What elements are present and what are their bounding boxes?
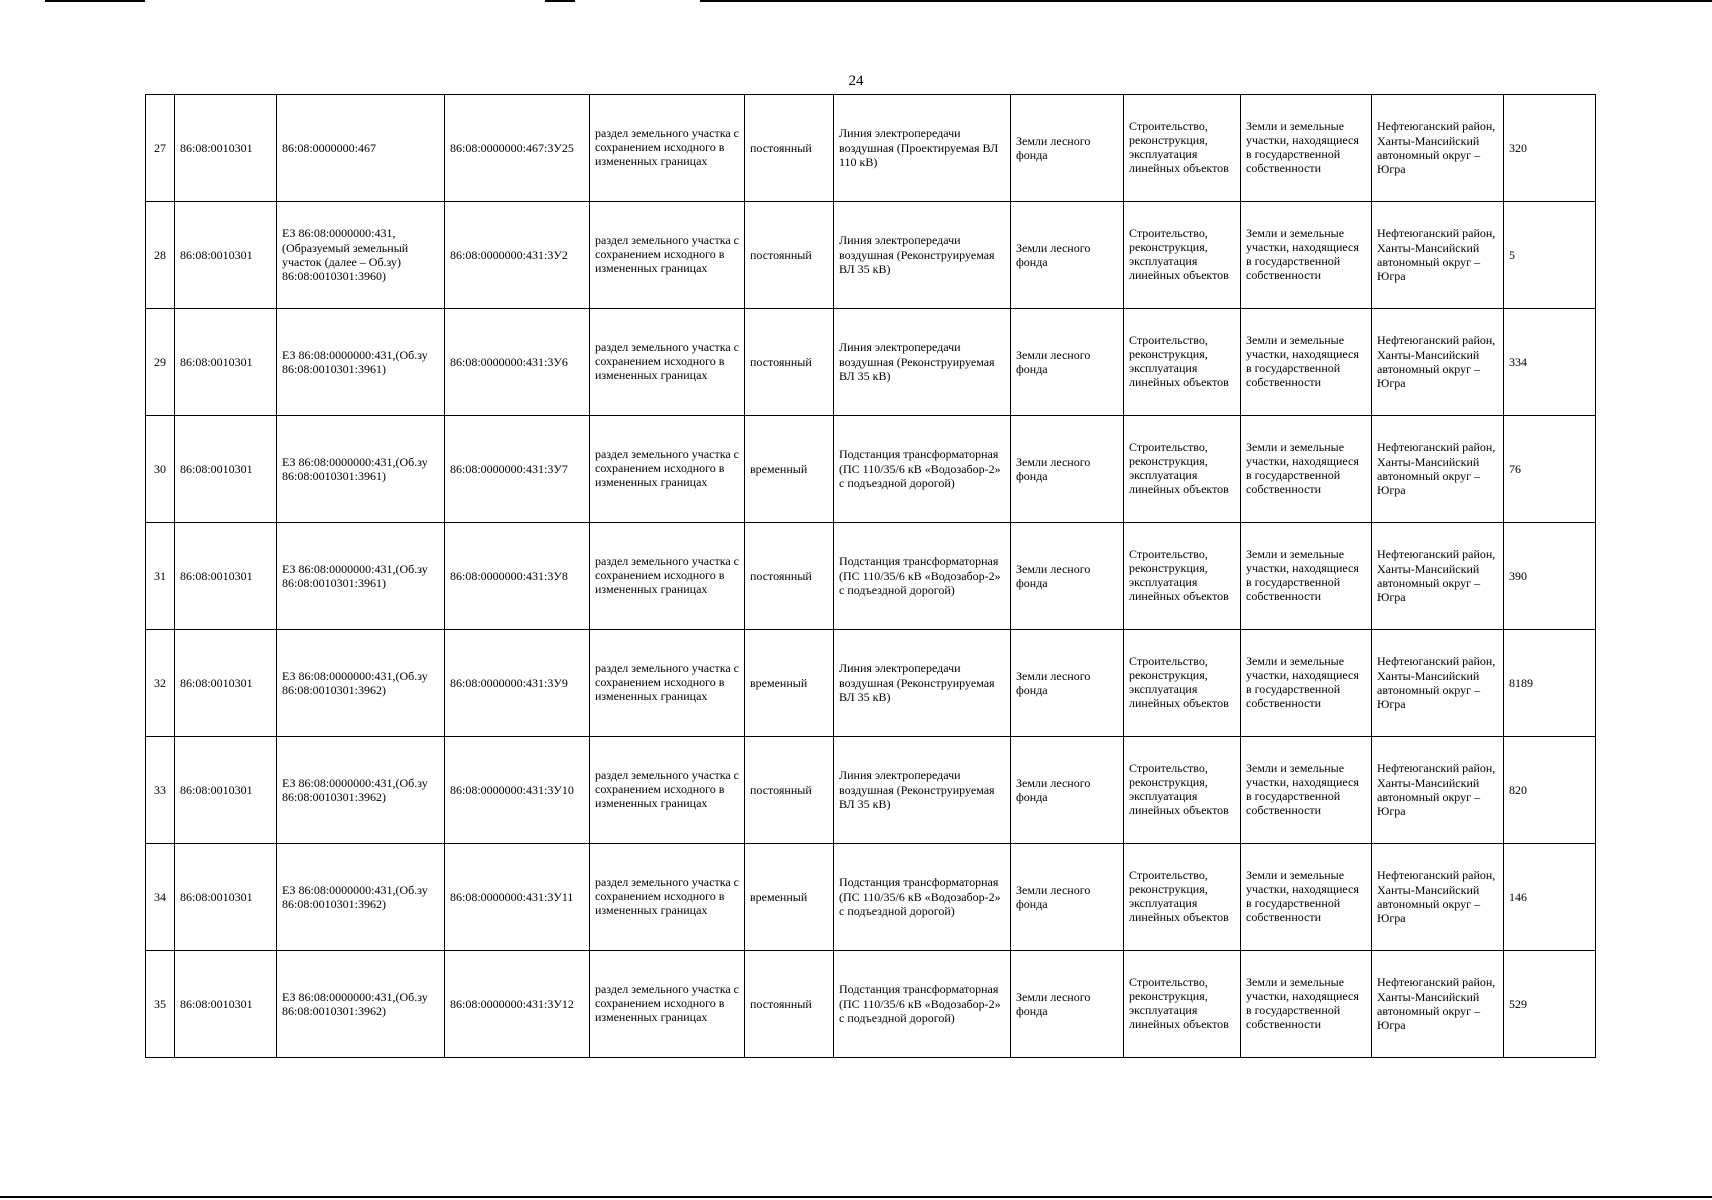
table-row [146,844,1596,951]
cell-land-category: Земли лесного фонда [1011,951,1124,1058]
cell-object-name: Линия электропередачи воздушная (Реконструируемая ВЛ 35 кВ) [834,630,1011,737]
table-row [146,630,1596,737]
cell-object-name: Линия электропередачи воздушная (Реконструируемая ВЛ 35 кВ) [834,309,1011,416]
cell-location: Нефтеюганский район, Ханты-Мансийский автономный округ – Югра [1372,523,1504,630]
cell-land-category: Земли лесного фонда [1011,202,1124,309]
cell-ownership-type: Земли и земельные участки, находящиеся в государственной собственности [1241,202,1372,309]
cell-source-parcel: ЕЗ 86:08:0000000:431,(Об.зу 86:08:0010301:3962) [277,844,445,951]
cell-land-category: Земли лесного фонда [1011,844,1124,951]
cell-row-number: 29 [146,309,175,416]
cell-location: Нефтеюганский район, Ханты-Мансийский автономный округ – Югра [1372,737,1504,844]
cell-object-name: Линия электропередачи воздушная (Реконструируемая ВЛ 35 кВ) [834,202,1011,309]
cell-object-name: Линия электропередачи воздушная (Проектируемая ВЛ 110 кВ) [834,95,1011,202]
cell-location: Нефтеюганский район, Ханты-Мансийский автономный округ – Югра [1372,630,1504,737]
cell-permitted-use: Строительство, реконструкция, эксплуатация линейных объектов [1124,844,1241,951]
table-row [146,951,1596,1058]
cell-permitted-use: Строительство, реконструкция, эксплуатация линейных объектов [1124,737,1241,844]
table-row [146,309,1596,416]
scan-artifact-top-left [45,0,145,2]
cell-source-parcel: ЕЗ 86:08:0000000:431,(Об.зу 86:08:0010301:3962) [277,737,445,844]
cell-land-category: Земли лесного фонда [1011,95,1124,202]
cell-use-term: постоянный [745,523,834,630]
cell-land-category: Земли лесного фонда [1011,630,1124,737]
cell-parcel-part-number: 86:08:0000000:431:3У8 [445,523,590,630]
cell-use-term: постоянный [745,951,834,1058]
cell-ownership-type: Земли и земельные участки, находящиеся в государственной собственности [1241,844,1372,951]
cell-use-term: временный [745,416,834,523]
cell-parcel-part-number: 86:08:0000000:467:3У25 [445,95,590,202]
cell-area: 146 [1504,844,1596,951]
cell-land-category: Земли лесного фонда [1011,416,1124,523]
cell-permitted-use: Строительство, реконструкция, эксплуатация линейных объектов [1124,309,1241,416]
cell-use-term: постоянный [745,95,834,202]
cell-formation-method: раздел земельного участка с сохранением исходного в измененных границах [590,309,745,416]
cell-row-number: 27 [146,95,175,202]
cell-formation-method: раздел земельного участка с сохранением исходного в измененных границах [590,844,745,951]
cell-parcel-part-number: 86:08:0000000:431:3У10 [445,737,590,844]
cell-formation-method: раздел земельного участка с сохранением исходного в измененных границах [590,737,745,844]
cell-source-parcel: 86:08:0000000:467 [277,95,445,202]
cell-permitted-use: Строительство, реконструкция, эксплуатация линейных объектов [1124,416,1241,523]
cell-cadastral-block: 86:08:0010301 [175,95,277,202]
cell-source-parcel: ЕЗ 86:08:0000000:431,(Об.зу 86:08:0010301:3962) [277,951,445,1058]
table-row [146,416,1596,523]
cell-location: Нефтеюганский район, Ханты-Мансийский автономный округ – Югра [1372,416,1504,523]
cell-source-parcel: ЕЗ 86:08:0000000:431,(Об.зу 86:08:0010301:3961) [277,416,445,523]
cell-location: Нефтеюганский район, Ханты-Мансийский автономный округ – Югра [1372,309,1504,416]
table-row [146,202,1596,309]
cell-formation-method: раздел земельного участка с сохранением исходного в измененных границах [590,630,745,737]
page-number: 24 [848,73,864,89]
cell-land-category: Земли лесного фонда [1011,523,1124,630]
cell-source-parcel: ЕЗ 86:08:0000000:431,(Об.зу 86:08:0010301:3961) [277,523,445,630]
cell-formation-method: раздел земельного участка с сохранением исходного в измененных границах [590,523,745,630]
cell-area: 5 [1504,202,1596,309]
cell-area: 820 [1504,737,1596,844]
cell-ownership-type: Земли и земельные участки, находящиеся в государственной собственности [1241,630,1372,737]
cell-cadastral-block: 86:08:0010301 [175,309,277,416]
cell-object-name: Подстанция трансформаторная (ПС 110/35/6 кВ «Водозабор-2» с подъездной дорогой) [834,951,1011,1058]
cell-row-number: 31 [146,523,175,630]
table-row [146,95,1596,202]
cell-permitted-use: Строительство, реконструкция, эксплуатация линейных объектов [1124,951,1241,1058]
cell-use-term: временный [745,844,834,951]
cell-row-number: 32 [146,630,175,737]
cell-source-parcel: ЕЗ 86:08:0000000:431,(Об.зу 86:08:0010301:3961) [277,309,445,416]
cell-formation-method: раздел земельного участка с сохранением исходного в измененных границах [590,416,745,523]
cell-location: Нефтеюганский район, Ханты-Мансийский автономный округ – Югра [1372,844,1504,951]
cell-parcel-part-number: 86:08:0000000:431:3У9 [445,630,590,737]
table-row [146,523,1596,630]
cell-source-parcel: ЕЗ 86:08:0000000:431,(Об.зу 86:08:0010301:3962) [277,630,445,737]
cell-parcel-part-number: 86:08:0000000:431:3У11 [445,844,590,951]
cell-object-name: Подстанция трансформаторная (ПС 110/35/6 кВ «Водозабор-2» с подъездной дорогой) [834,416,1011,523]
cell-use-term: постоянный [745,202,834,309]
cell-permitted-use: Строительство, реконструкция, эксплуатация линейных объектов [1124,630,1241,737]
cell-land-category: Земли лесного фонда [1011,737,1124,844]
cell-ownership-type: Земли и земельные участки, находящиеся в государственной собственности [1241,523,1372,630]
land-plot-table [145,94,1596,1058]
cell-location: Нефтеюганский район, Ханты-Мансийский автономный округ – Югра [1372,951,1504,1058]
cell-use-term: временный [745,630,834,737]
cell-permitted-use: Строительство, реконструкция, эксплуатация линейных объектов [1124,202,1241,309]
cell-row-number: 35 [146,951,175,1058]
cell-row-number: 33 [146,737,175,844]
cell-cadastral-block: 86:08:0010301 [175,630,277,737]
cell-ownership-type: Земли и земельные участки, находящиеся в государственной собственности [1241,416,1372,523]
cell-area: 320 [1504,95,1596,202]
cell-ownership-type: Земли и земельные участки, находящиеся в государственной собственности [1241,95,1372,202]
cell-row-number: 28 [146,202,175,309]
cell-permitted-use: Строительство, реконструкция, эксплуатация линейных объектов [1124,95,1241,202]
cell-object-name: Подстанция трансформаторная (ПС 110/35/6 кВ «Водозабор-2» с подъездной дорогой) [834,844,1011,951]
cell-location: Нефтеюганский район, Ханты-Мансийский автономный округ – Югра [1372,95,1504,202]
cell-ownership-type: Земли и земельные участки, находящиеся в государственной собственности [1241,737,1372,844]
cell-cadastral-block: 86:08:0010301 [175,951,277,1058]
cell-row-number: 34 [146,844,175,951]
cell-ownership-type: Земли и земельные участки, находящиеся в государственной собственности [1241,309,1372,416]
cell-use-term: постоянный [745,309,834,416]
cell-cadastral-block: 86:08:0010301 [175,416,277,523]
cell-land-category: Земли лесного фонда [1011,309,1124,416]
scan-artifact-top-right [700,0,1712,2]
cell-permitted-use: Строительство, реконструкция, эксплуатация линейных объектов [1124,523,1241,630]
scan-artifact-bottom [0,1196,1712,1198]
cell-parcel-part-number: 86:08:0000000:431:3У7 [445,416,590,523]
table-row [146,737,1596,844]
cell-ownership-type: Земли и земельные участки, находящиеся в государственной собственности [1241,951,1372,1058]
cell-parcel-part-number: 86:08:0000000:431:3У2 [445,202,590,309]
cell-formation-method: раздел земельного участка с сохранением исходного в измененных границах [590,202,745,309]
cell-area: 76 [1504,416,1596,523]
cell-cadastral-block: 86:08:0010301 [175,737,277,844]
cell-location: Нефтеюганский район, Ханты-Мансийский автономный округ – Югра [1372,202,1504,309]
cell-area: 334 [1504,309,1596,416]
scan-artifact-top-mid [545,0,575,2]
cell-object-name: Подстанция трансформаторная (ПС 110/35/6 кВ «Водозабор-2» с подъездной дорогой) [834,523,1011,630]
cell-formation-method: раздел земельного участка с сохранением исходного в измененных границах [590,95,745,202]
table-body [146,95,1596,1058]
cell-object-name: Линия электропередачи воздушная (Реконструируемая ВЛ 35 кВ) [834,737,1011,844]
cell-formation-method: раздел земельного участка с сохранением исходного в измененных границах [590,951,745,1058]
cell-area: 529 [1504,951,1596,1058]
cell-parcel-part-number: 86:08:0000000:431:3У6 [445,309,590,416]
cell-cadastral-block: 86:08:0010301 [175,202,277,309]
cell-cadastral-block: 86:08:0010301 [175,844,277,951]
cell-parcel-part-number: 86:08:0000000:431:3У12 [445,951,590,1058]
cell-source-parcel: ЕЗ 86:08:0000000:431, (Образуемый земельный участок (далее – Об.зу) 86:08:0010301:3960) [277,202,445,309]
cell-area: 390 [1504,523,1596,630]
cell-use-term: постоянный [745,737,834,844]
cell-cadastral-block: 86:08:0010301 [175,523,277,630]
cell-row-number: 30 [146,416,175,523]
cell-area: 8189 [1504,630,1596,737]
